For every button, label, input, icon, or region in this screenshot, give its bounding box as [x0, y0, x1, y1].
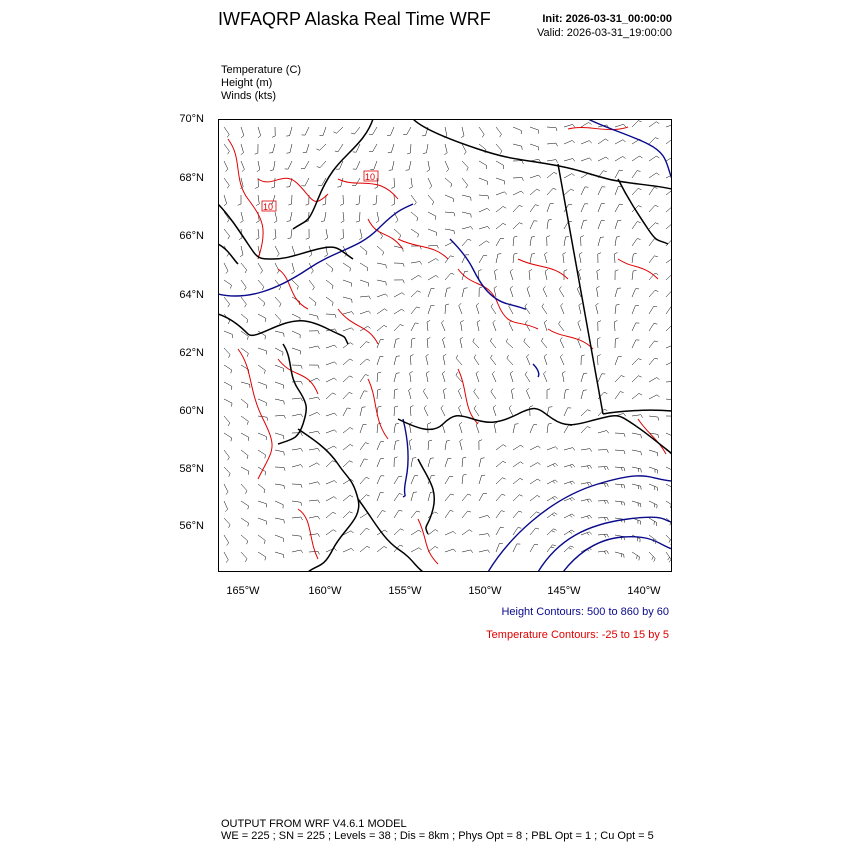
lat-tick-label: 62°N — [179, 347, 204, 359]
lat-tick-label: 66°N — [179, 230, 204, 242]
temperature-contour-label: 10 — [263, 202, 274, 212]
temperature-contour-label: 10 — [365, 172, 376, 182]
weather-map — [218, 119, 672, 572]
field-label-height: Height (m) — [221, 77, 273, 89]
lat-tick-label: 58°N — [179, 463, 204, 475]
init-time: Init: 2026-03-31_00:00:00 — [542, 13, 672, 25]
lat-tick-label: 60°N — [179, 405, 204, 417]
height-contours-note: Height Contours: 500 to 860 by 60 — [501, 606, 669, 618]
model-info-line1: OUTPUT FROM WRF V4.6.1 MODEL — [221, 818, 407, 830]
field-label-winds: Winds (kts) — [221, 90, 276, 102]
valid-time: Valid: 2026-03-31_19:00:00 — [537, 27, 672, 39]
temperature-contours-note: Temperature Contours: -25 to 15 by 5 — [486, 629, 669, 641]
lon-tick-label: 165°W — [226, 585, 260, 597]
lat-tick-label: 70°N — [179, 113, 204, 125]
lon-tick-label: 150°W — [468, 585, 502, 597]
model-info-line2: WE = 225 ; SN = 225 ; Levels = 38 ; Dis = 8km ; Phys Opt = 8 ; PBL Opt = 1 ; Cu Opt = 5 — [221, 830, 654, 842]
lat-tick-label: 64°N — [179, 289, 204, 301]
lon-tick-label: 155°W — [388, 585, 422, 597]
page-title: IWFAQRP Alaska Real Time WRF — [218, 9, 491, 29]
lat-tick-label: 56°N — [179, 520, 204, 532]
lon-tick-label: 160°W — [308, 585, 342, 597]
lat-tick-label: 68°N — [179, 172, 204, 184]
lon-tick-label: 145°W — [547, 585, 581, 597]
field-label-temperature: Temperature (C) — [221, 64, 302, 76]
lon-tick-label: 140°W — [627, 585, 661, 597]
